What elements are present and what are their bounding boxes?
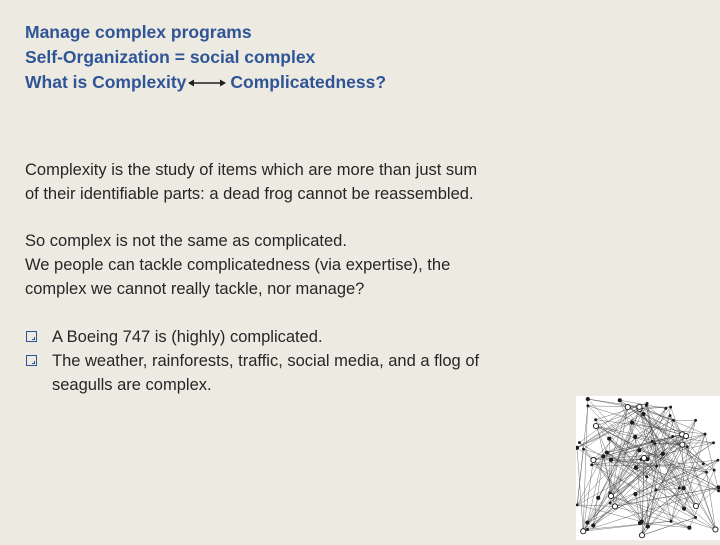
title-line-1: Manage complex programs: [25, 20, 386, 45]
complex-vs-complicated: [25, 229, 450, 301]
checkbox-bullet-icon: [26, 331, 37, 342]
double-headed-arrow-icon: [188, 78, 226, 88]
comparison-line-1: So complex is not the same as complicated.: [25, 229, 450, 253]
comparison-line-2: We people can tackle complicatedness (via expertise), the: [25, 253, 450, 277]
bullet-text-continued: seagulls are complex.: [52, 373, 479, 397]
network-graph-image: [576, 396, 720, 540]
checkbox-bullet-icon: [26, 355, 37, 366]
bullet-list: [25, 325, 479, 397]
title-complexity: What is Complexity: [25, 72, 186, 92]
comparison-line-3: complex we cannot really tackle, nor manage?: [25, 277, 450, 301]
bullet-text: A Boeing 747 is (highly) complicated.: [52, 325, 479, 349]
list-item: [25, 325, 479, 349]
definition-line-2: of their identifiable parts: a dead frog cannot be reassembled.: [25, 182, 477, 206]
network-graph-icon: [576, 396, 720, 540]
list-item: [25, 349, 479, 397]
title-line-3: [25, 70, 386, 95]
definition-line-1: Complexity is the study of items which are more than just sum: [25, 158, 477, 182]
title-complicatedness: Complicatedness?: [230, 72, 386, 92]
slide-title: [25, 20, 386, 95]
bullet-text: The weather, rainforests, traffic, social media, and a flog of: [52, 349, 479, 373]
complexity-definition: [25, 158, 477, 206]
title-line-2: Self-Organization = social complex: [25, 45, 386, 70]
